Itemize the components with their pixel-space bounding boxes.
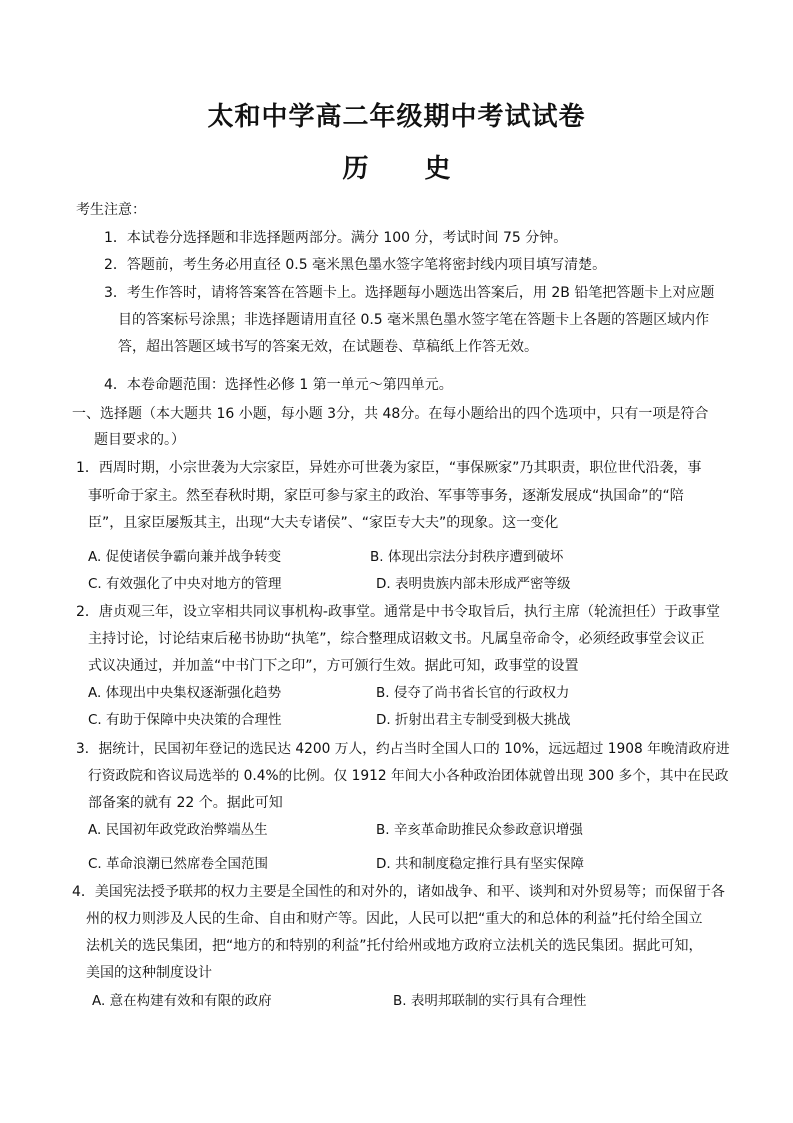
notice-item-3-line-1: 3．考生作答时，请将答案答在答题卡上。选择题每小题选出答案后，用 2B 铅笔把答题卡上对应题: [104, 285, 715, 301]
question-3-option-a: A. 民国初年政党政治弊端丛生: [88, 822, 268, 838]
question-1-line-1: 1．西周时期，小宗世袭为大宗家臣，异姓亦可世袭为家臣，“事保厥家”乃其职责，职位世代沿袭，事: [76, 460, 702, 476]
subject-title: [0, 148, 793, 185]
question-2-option-d: D. 折射出君主专制受到极大挑战: [376, 712, 571, 728]
question-3-line-2: 行资政院和咨议局选举的 0.4%的比例。仅 1912 年间大小各种政治团体就曾出现 300 多个，其中在民政: [88, 768, 729, 784]
question-3-line-1: 3．据统计，民国初年登记的选民达 4200 万人，约占当时全国人口的 10%，远远超过 1908 年晚清政府进: [76, 741, 730, 757]
question-1-option-d: D. 表明贵族内部未形成严密等级: [376, 576, 571, 592]
question-1-option-b: B. 体现出宗法分封秩序遭到破坏: [370, 549, 564, 565]
question-4-line-3: 法机关的选民集团，把“地方的和特别的利益”托付给州或地方政府立法机关的选民集团。据此可知，: [86, 938, 703, 954]
section-heading-line-2: 题目要求的。）: [94, 432, 185, 448]
question-3-option-b: B. 辛亥革命助推民众参政意识增强: [376, 822, 583, 838]
question-2-line-2: 主持讨论，讨论结束后秘书协助“执笔”，综合整理成诏敕文书。凡属皇帝命令，必须经政事堂会议正: [88, 631, 705, 647]
question-3-option-d: D. 共和制度稳定推行具有坚实保障: [376, 856, 584, 872]
question-4-option-b: B. 表明邦联制的实行具有合理性: [393, 993, 587, 1009]
subject-char-2: 史: [424, 154, 451, 184]
notice-item-4: 4．本卷命题范围：选择性必修 1 第一单元～第四单元。: [104, 377, 453, 393]
notice-item-1: 1．本试卷分选择题和非选择题两部分。满分 100 分，考试时间 75 分钟。: [104, 230, 568, 246]
question-2-option-b: B. 侵夺了尚书省长官的行政权力: [376, 685, 570, 701]
notice-item-3-line-2: 目的答案标号涂黑；非选择题请用直径 0.5 毫米黑色墨水签字笔在答题卡上各题的答题区域内作: [118, 312, 710, 328]
question-2-option-c: C. 有助于保障中央决策的合理性: [88, 712, 282, 728]
question-4-option-a: A. 意在构建有效和有限的政府: [92, 993, 272, 1009]
question-4-line-4: 美国的这种制度设计: [86, 965, 212, 981]
subject-char-1: 历: [342, 154, 369, 184]
question-2-option-a: A. 体现出中央集权逐渐强化趋势: [88, 685, 282, 701]
question-2-line-1: 2．唐贞观三年，设立宰相共同议事机构-政事堂。通常是中书令取旨后，执行主席（轮流担任）于政事堂: [76, 604, 720, 620]
question-1-line-3: 臣”，且家臣屡叛其主，出现“大夫专诸侯”、“家臣专大夫”的现象。这一变化: [88, 515, 559, 531]
notice-heading: 考生注意：: [76, 202, 146, 218]
question-4-line-1: 4．美国宪法授予联邦的权力主要是全国性的和对外的，诸如战争、和平、谈判和对外贸易等；而保留于各: [72, 884, 725, 900]
question-2-line-3: 式议决通过，并加盖“中书门下之印”，方可颁行生效。据此可知，政事堂的设置: [88, 658, 579, 674]
question-3-option-c: C. 革命浪潮已然席卷全国范围: [88, 856, 269, 872]
notice-item-3-line-3: 答，超出答题区域书写的答案无效，在试题卷、草稿纸上作答无效。: [118, 339, 538, 355]
section-heading-line-1: 一、选择题（本大题共 16 小题，每小题 3分，共 48分。在每小题给出的四个选项中，只有一项是符合: [72, 406, 709, 422]
question-1-line-2: 事听命于家主。然至春秋时期，家臣可参与家主的政治、军事等事务，逐渐发展成“执国命”的“陪: [88, 488, 684, 504]
question-3-line-3: 部备案的就有 22 个。据此可知: [88, 795, 283, 811]
question-4-line-2: 州的权力则涉及人民的生命、自由和财产等。因此，人民可以把“重大的和总体的利益”托付给全国立: [86, 911, 703, 927]
question-1-option-a: A. 促使诸侯争霸向兼并战争转变: [88, 549, 282, 565]
exam-title: 太和中学高二年级期中考试试卷: [207, 102, 586, 132]
notice-item-2: 2．答题前，考生务必用直径 0.5 毫米黑色墨水签字笔将密封线内项目填写清楚。: [104, 257, 607, 273]
question-1-option-c: C. 有效强化了中央对地方的管理: [88, 576, 282, 592]
